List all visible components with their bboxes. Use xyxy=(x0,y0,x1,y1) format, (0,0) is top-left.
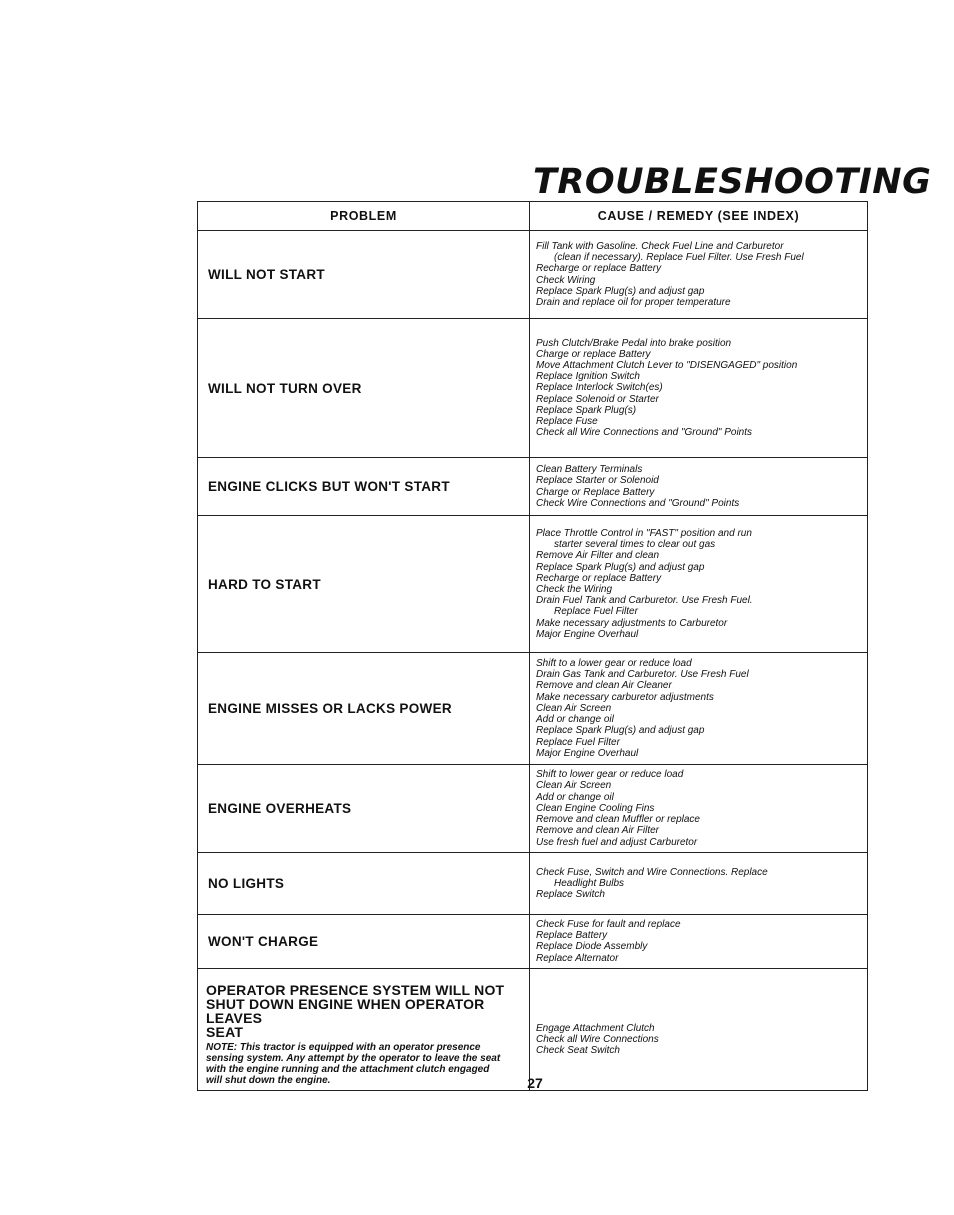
cause-line: Place Throttle Control in "FAST" position and run xyxy=(536,527,752,539)
cause-line: Recharge or replace Battery xyxy=(536,572,662,584)
cause-line: Check Wiring xyxy=(536,274,596,286)
cause-line: Clean Engine Cooling Fins xyxy=(536,802,655,814)
note-line: with the engine running and the attachment clutch engaged xyxy=(206,1063,490,1075)
cause-line: starter several times to clear out gas xyxy=(554,539,716,551)
cause-cell xyxy=(530,653,868,765)
problem-cell: NO LIGHTS xyxy=(198,853,530,915)
table-header-row xyxy=(198,202,868,231)
cause-line: Replace Ignition Switch xyxy=(536,371,640,383)
cause-line: Major Engine Overhaul xyxy=(536,628,639,640)
cause-line: Replace Starter or Solenoid xyxy=(536,475,659,487)
cause-cell xyxy=(530,231,868,319)
cause-line: Make necessary adjustments to Carburetor xyxy=(536,617,728,629)
cause-line: Drain Gas Tank and Carburetor. Use Fresh Fuel xyxy=(536,669,749,681)
cause-line: Remove Air Filter and clean xyxy=(536,550,660,562)
note-line: sensing system. Any attempt by the operator to leave the seat xyxy=(206,1052,501,1064)
cause-line: Clean Air Screen xyxy=(536,780,612,792)
cause-line: Fill Tank with Gasoline. Check Fuel Line and Carburetor xyxy=(536,240,784,252)
cause-line: Replace Spark Plug(s) and adjust gap xyxy=(536,285,705,297)
table-row xyxy=(198,516,868,653)
problem-cell: WILL NOT TURN OVER xyxy=(198,319,530,458)
cause-line: Replace Fuel Filter xyxy=(554,606,638,618)
cause-line: Check Fuse for fault and replace xyxy=(536,919,681,930)
table-row xyxy=(198,765,868,853)
cause-line: Remove and clean Muffler or replace xyxy=(536,814,700,826)
cause-cell xyxy=(530,765,868,853)
problem-title-line: SHUT DOWN ENGINE WHEN OPERATOR LEAVES xyxy=(206,995,485,1026)
cause-line: Check Fuse, Switch and Wire Connections. Replace xyxy=(536,866,768,878)
troubleshooting-table xyxy=(197,201,868,1091)
cause-line: Replace Fuel Filter xyxy=(536,736,620,748)
cause-line: Move Attachment Clutch Lever to "DISENGAGED" position xyxy=(536,359,798,371)
cause-line: Drain Fuel Tank and Carburetor. Use Fresh Fuel. xyxy=(536,595,753,607)
page-title: TROUBLESHOOTING xyxy=(533,162,932,202)
cause-line: Check all Wire Connections and "Ground" Points xyxy=(536,427,753,439)
cause-cell xyxy=(530,319,868,458)
cause-line: Use fresh fuel and adjust Carburetor xyxy=(536,836,698,848)
problem-cell xyxy=(198,968,530,1090)
cause-line: Make necessary carburetor adjustments xyxy=(536,691,714,703)
cause-line: Add or change oil xyxy=(536,714,614,726)
cause-line: Check Seat Switch xyxy=(536,1044,620,1056)
cause-column-header: CAUSE / REMEDY (SEE INDEX) xyxy=(530,202,868,231)
cause-cell xyxy=(530,458,868,516)
cause-line: Check the Wiring xyxy=(536,584,613,595)
problem-cell: ENGINE MISSES OR LACKS POWER xyxy=(198,653,530,765)
cause-line: Replace Diode Assembly xyxy=(536,941,648,953)
problem-cell: WON'T CHARGE xyxy=(198,915,530,969)
cause-line: Clean Air Screen xyxy=(536,702,612,714)
cause-line: Replace Spark Plug(s) and adjust gap xyxy=(536,561,705,573)
note-line: will shut down the engine. xyxy=(206,1074,331,1086)
cause-line: Remove and clean Air Filter xyxy=(536,825,660,837)
cause-line: Clean Battery Terminals xyxy=(536,464,643,476)
cause-line: Replace Alternator xyxy=(536,952,619,964)
table-row xyxy=(198,968,868,1090)
problem-cell: HARD TO START xyxy=(198,516,530,653)
cause-line: Shift to lower gear or reduce load xyxy=(536,769,684,781)
cause-cell xyxy=(530,853,868,915)
cause-line: Replace Interlock Switch(es) xyxy=(536,382,663,394)
cause-line: Shift to a lower gear or reduce load xyxy=(536,658,692,670)
problem-cell: ENGINE OVERHEATS xyxy=(198,765,530,853)
problem-cell: WILL NOT START xyxy=(198,231,530,319)
problem-column-header: PROBLEM xyxy=(198,202,530,231)
cause-cell xyxy=(530,915,868,969)
cause-line: Check all Wire Connections xyxy=(536,1033,659,1045)
cause-line: Remove and clean Air Cleaner xyxy=(536,680,672,692)
table-row xyxy=(198,319,868,458)
cause-line: Engage Attachment Clutch xyxy=(536,1022,655,1034)
cause-line: Replace Spark Plug(s) and adjust gap xyxy=(536,725,705,737)
cause-line: Replace Fuse xyxy=(536,416,598,427)
problem-title-line: OPERATOR PRESENCE SYSTEM WILL NOT xyxy=(206,981,505,998)
cause-line: Headlight Bulbs xyxy=(554,877,625,889)
problem-cell: ENGINE CLICKS BUT WON'T START xyxy=(198,458,530,516)
cause-line: Replace Switch xyxy=(536,889,605,901)
cause-cell xyxy=(530,516,868,653)
table-row xyxy=(198,231,868,319)
cause-cell xyxy=(530,968,868,1090)
note-line: NOTE: This tractor is equipped with an operator presence xyxy=(206,1041,481,1053)
page-number: 27 xyxy=(527,1075,543,1091)
cause-line: Recharge or replace Battery xyxy=(536,263,662,275)
problem-title-line: SEAT xyxy=(206,1023,244,1040)
cause-line: Check Wire Connections and "Ground" Points xyxy=(536,497,740,509)
cause-line: Add or change oil xyxy=(536,791,614,803)
cause-line: Replace Spark Plug(s) xyxy=(536,404,637,416)
cause-line: Push Clutch/Brake Pedal into brake position xyxy=(536,337,732,349)
table-row xyxy=(198,653,868,765)
cause-line: Replace Solenoid or Starter xyxy=(536,393,659,405)
cause-line: Drain and replace oil for proper temperature xyxy=(536,296,731,308)
cause-line: Charge or replace Battery xyxy=(536,348,651,360)
cause-line: Replace Battery xyxy=(536,930,608,942)
table-row xyxy=(198,853,868,915)
table-row xyxy=(198,915,868,969)
cause-line: (clean if necessary). Replace Fuel Filter. Use Fresh Fuel xyxy=(554,252,804,264)
cause-line: Major Engine Overhaul xyxy=(536,747,639,759)
table-row xyxy=(198,458,868,516)
cause-line: Charge or Replace Battery xyxy=(536,486,655,498)
